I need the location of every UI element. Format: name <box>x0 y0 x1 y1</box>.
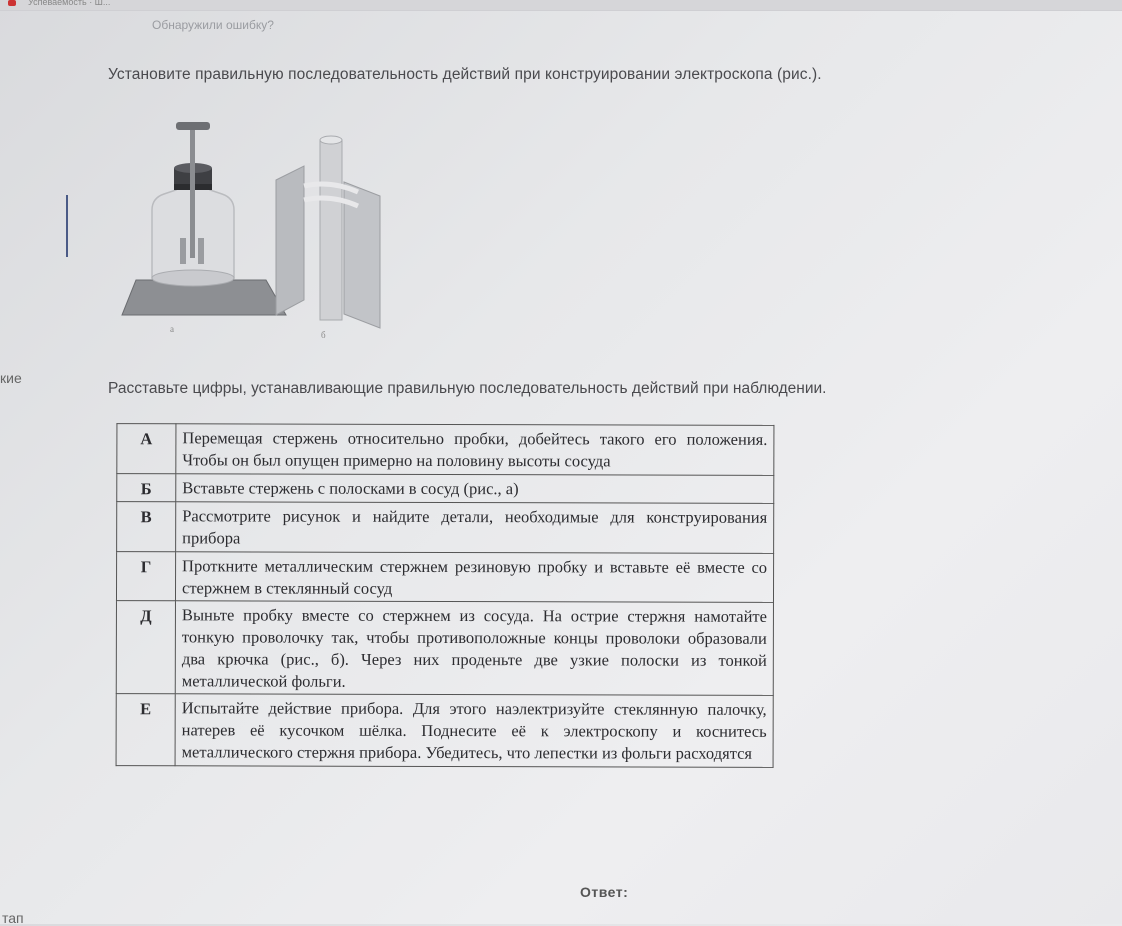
step-text: Выньте пробку вместе со стержнем из сосуда. На острие стержня намотайте тонкую проволочку так, чтобы противоположные концы проволоки образовали два крючка (рис., б). Через них проденьте две узкие полоски из тонкой металлической фольги. <box>175 601 773 696</box>
step-text: Рассмотрите рисунок и найдите детали, необходимые для конструирования прибора <box>176 502 774 553</box>
question-text-2: Расставьте цифры, устанавливающие правильную последовательность действий при наблюдении. <box>108 380 827 397</box>
table-row <box>117 473 774 503</box>
table-row <box>116 694 773 767</box>
table-row <box>117 424 774 475</box>
browser-top-bar <box>0 0 1122 11</box>
step-text: Испытайте действие прибора. Для этого наэлектризуйте стеклянную палочку, натерев её кусочком шёлка. Поднесите её к электроскопу и коснитесь металлического стержня прибора. Убедитесь, что лепестки из фольги расходятся <box>175 694 773 767</box>
step-letter: Б <box>117 473 176 502</box>
figure-label-a: а <box>170 324 174 334</box>
tab-favicon-icon <box>8 0 16 6</box>
report-error-link[interactable]: Обнаружили ошибку? <box>152 18 274 32</box>
step-text: Вставьте стержень с полосками в сосуд (рис., а) <box>176 473 774 503</box>
electroscope-rod-detail-image <box>276 136 380 328</box>
sidebar-fragment-top: кие <box>0 370 22 386</box>
step-letter: В <box>117 502 176 552</box>
step-text: Проткните металлическим стержнем резиновую пробку и вставьте её вместе со стержнем в стеклянный сосуд <box>175 552 773 603</box>
text-cursor <box>66 195 68 257</box>
electroscope-figure <box>118 110 398 350</box>
figure-label-b: б <box>321 330 326 340</box>
electroscope-assembled-image <box>122 122 286 315</box>
step-letter: Г <box>116 551 175 601</box>
step-letter: А <box>117 424 176 474</box>
sidebar-fragment-bottom: тап <box>2 910 24 926</box>
answer-label: Ответ: <box>580 884 629 900</box>
steps-table <box>116 423 775 767</box>
table-row <box>116 551 773 602</box>
step-text: Перемещая стержень относительно пробки, добейтесь такого его положения. Чтобы он был опущен примерно на половину высоты сосуда <box>176 424 774 475</box>
step-letter: Е <box>116 694 175 765</box>
question-text-1: Установите правильную последовательность действий при конструировании электроскопа (рис.). <box>108 66 822 83</box>
step-letter: Д <box>116 601 175 694</box>
table-row <box>116 601 773 696</box>
tab-title[interactable]: Успеваемость · Ш... <box>28 0 111 7</box>
table-row <box>117 502 774 553</box>
